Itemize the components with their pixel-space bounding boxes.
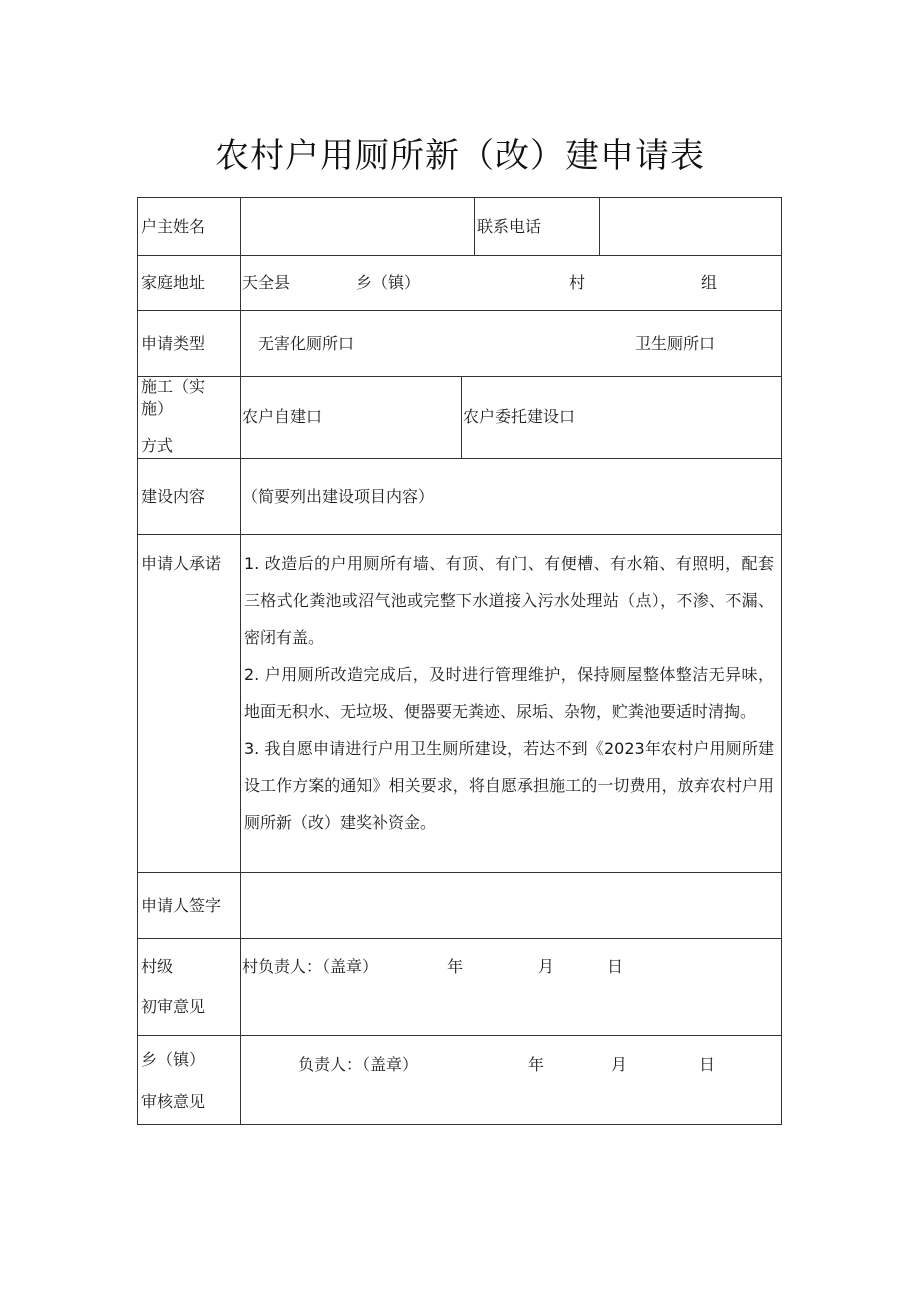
application-type-label-cell	[137, 310, 241, 377]
village-review-field[interactable]	[240, 938, 782, 1036]
page-title: 农村户用厕所新（改）建申请表	[215, 136, 705, 176]
application-type-option-sanitary-harmless[interactable]: 无害化厕所口	[258, 334, 355, 353]
village-review-label-line1: 村级	[141, 957, 174, 976]
address-village: 村	[569, 273, 586, 292]
phone-field[interactable]	[599, 197, 782, 256]
phone-label-cell	[474, 197, 600, 256]
construction-content-field[interactable]	[240, 458, 782, 535]
construction-method-label-line2: 施）	[141, 399, 174, 418]
township-review-year: 年	[528, 1055, 545, 1074]
commitment-list	[244, 545, 774, 841]
village-review-signer: 村负责人：（盖章）	[242, 957, 379, 976]
township-review-field[interactable]	[240, 1035, 782, 1125]
address-township: 乡（镇）	[356, 273, 421, 292]
construction-method-option-entrusted[interactable]: 农户委托建设口	[463, 407, 576, 426]
village-review-year: 年	[447, 957, 464, 976]
construction-content-label-cell	[137, 458, 241, 535]
commitment-content-cell	[240, 534, 782, 873]
owner-name-label-cell	[137, 197, 241, 256]
township-review-label-line1: 乡（镇）	[141, 1050, 206, 1069]
address-label: 家庭地址	[141, 273, 206, 292]
owner-name-label: 户主姓名	[141, 217, 206, 236]
commitment-label: 申请人承诺	[141, 554, 222, 573]
application-type-option-hygienic[interactable]: 卫生厕所口	[635, 334, 716, 353]
signature-label-cell	[137, 872, 241, 939]
construction-content-label: 建设内容	[141, 487, 206, 506]
construction-content-hint: （简要列出建设项目内容）	[242, 487, 435, 506]
commitment-item-3: 3. 我自愿申请进行户用卫生厕所建设，若达不到《2023年农村户用厕所建设工作方案的通知》相关要求，将自愿承担施工的一切费用，放弃农村户用厕所新（改）建奖补资金。	[244, 739, 774, 832]
commitment-item-1: 1. 改造后的户用厕所有墙、有顶、有门、有便槽、有水箱、有照明，配套三格式化粪池或沼气池或完整下水道接入污水处理站（点），不渗、不漏、密闭有盖。	[244, 554, 774, 647]
village-review-label-line2: 初审意见	[141, 997, 206, 1016]
village-review-month: 月	[538, 957, 555, 976]
phone-label: 联系电话	[477, 217, 542, 236]
construction-method-label-line3: 方式	[141, 436, 174, 455]
address-county: 天全县	[242, 273, 291, 292]
construction-method-option2-cell	[461, 376, 782, 459]
township-review-label-cell	[137, 1035, 241, 1125]
village-review-label-cell	[137, 938, 241, 1036]
construction-method-label-line1: 施工（实	[141, 377, 206, 396]
village-review-day: 日	[607, 957, 624, 976]
application-type-field	[240, 310, 782, 377]
township-review-signer: 负责人：（盖章）	[298, 1055, 419, 1074]
signature-label: 申请人签字	[141, 896, 222, 915]
application-form	[137, 197, 782, 1125]
township-review-day: 日	[699, 1055, 716, 1074]
commitment-item-2: 2. 户用厕所改造完成后，及时进行管理维护，保持厕屋整体整洁无异味，地面无积水、无垃圾、便器要无粪迹、尿垢、杂物，贮粪池要适时清掏。	[244, 665, 774, 721]
township-review-label-line2: 审核意见	[141, 1092, 206, 1111]
construction-method-option-self-build[interactable]: 农户自建口	[242, 407, 323, 426]
application-type-label: 申请类型	[141, 334, 206, 353]
construction-method-option1-cell	[240, 376, 462, 459]
township-review-month: 月	[611, 1055, 628, 1074]
signature-field[interactable]	[240, 872, 782, 939]
address-field[interactable]	[240, 255, 782, 311]
owner-name-field[interactable]	[240, 197, 475, 256]
address-label-cell	[137, 255, 241, 311]
address-group: 组	[701, 273, 718, 292]
construction-method-label-cell	[137, 376, 241, 459]
commitment-label-cell	[137, 534, 241, 873]
